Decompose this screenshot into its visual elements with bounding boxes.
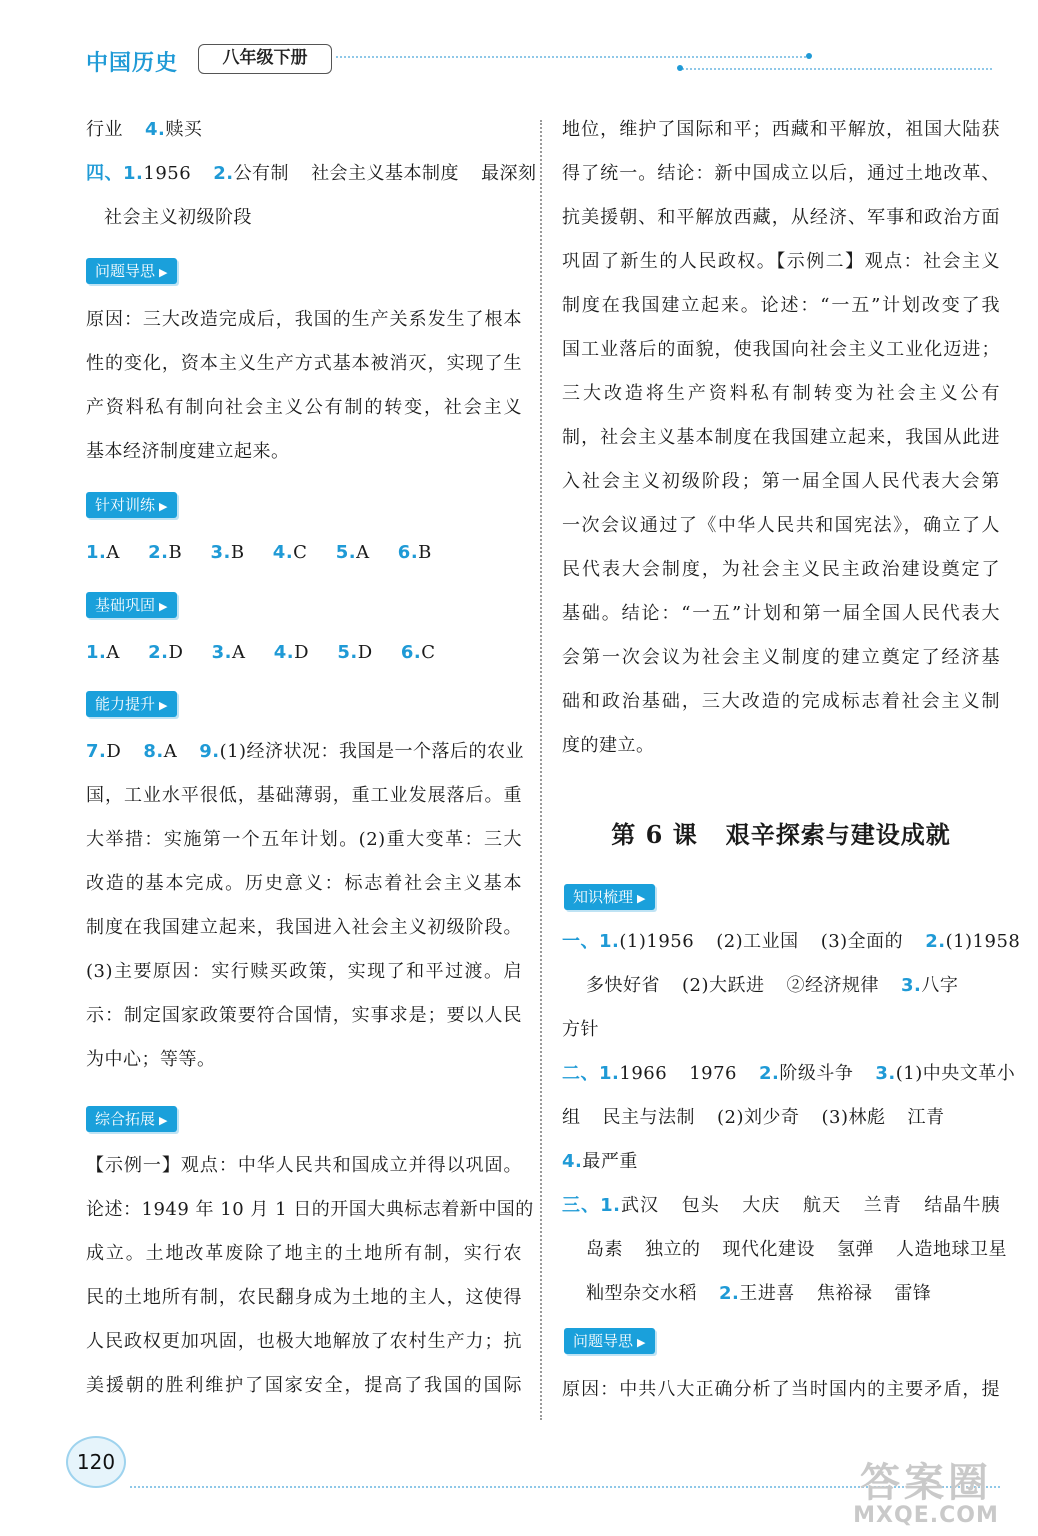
section-tag-zhenduixunlian: 针对训练 ▶ (86, 492, 177, 518)
header-dot-lower (677, 65, 683, 71)
header-divider (336, 56, 806, 58)
text-line: 抗美援朝、和平解放西藏，从经济、军事和政治方面 (562, 207, 1000, 228)
subject-title: 中国历史 (86, 51, 179, 76)
text-line: 人民政权更加巩固，也极大地解放了农村生产力；抗 (86, 1331, 522, 1352)
text-line: 4.最严重 (562, 1151, 638, 1172)
text-line: 四、1.1956 2.公有制 社会主义基本制度 最深刻 (86, 163, 537, 184)
play-triangle-icon: ▶ (159, 1114, 168, 1127)
column-divider (540, 120, 542, 1420)
text-line: 度的建立。 (562, 735, 655, 756)
text-line: 三、1.武汉 包头 大庆 航天 兰青 结晶牛胰 (562, 1195, 1001, 1216)
text-line: 二、1.1966 1976 2.阶级斗争 3.(1)中央文革小 (562, 1063, 1016, 1084)
lesson-title: 第 6 课 艰辛探索与建设成就 (611, 820, 951, 849)
text-line: 论述：1949 年 10 月 1 日的开国大典标志着新中国的 (86, 1199, 534, 1220)
text-line: 一、1.(1)1956 (2)工业国 (3)全面的 2.(1)1958 (562, 931, 1021, 952)
section-tag-wentidaosi-2: 问题导思 ▶ (564, 1328, 655, 1354)
text-line: 社会主义初级阶段 (104, 207, 252, 228)
text-line: (3)主要原因：实行赎买政策，实现了和平过渡。启 (86, 961, 522, 982)
text-line: 组 民主与法制 (2)刘少奇 (3)林彪 江青 (562, 1107, 945, 1128)
header-divider-lower (682, 68, 992, 70)
text-line: 基本经济制度建立起来。 (86, 441, 290, 462)
text-line: 三大改造将生产资料私有制转变为社会主义公有 (562, 383, 1000, 404)
text-line: 国工业落后的面貌，使我国向社会主义工业化迈进； (562, 339, 1000, 360)
section-tag-zhishishuli: 知识梳理 ▶ (564, 884, 655, 910)
text-line: 制，社会主义基本制度在我国建立起来，我国从此进 (562, 427, 1000, 448)
watermark-logo: 答案圈 MXQE.COM (853, 1460, 999, 1528)
text-line: 巩固了新生的人民政权。【示例二】观点：社会主义 (562, 251, 1000, 272)
text-line: 示：制定国家政策要符合国情，实事求是；要以人民 (86, 1005, 522, 1026)
section-tag-nenglitisheng: 能力提升 ▶ (86, 691, 177, 717)
section-tag-zonghetuozhan: 综合拓展 ▶ (86, 1106, 177, 1132)
text-line: 籼型杂交水稻 2.王进喜 焦裕禄 雷锋 (586, 1283, 932, 1304)
play-triangle-icon: ▶ (159, 699, 168, 712)
text-line: 方针 (562, 1019, 599, 1040)
section-tag-wentidaosi: 问题导思 ▶ (86, 258, 177, 284)
text-line: 一次会议通过了《中华人民共和国宪法》，确立了人 (562, 515, 1000, 536)
text-line: 产资料私有制向社会主义公有制的转变，社会主义 (86, 397, 522, 418)
text-line: 国，工业水平很低，基础薄弱，重工业发展落后。重 (86, 785, 522, 806)
play-triangle-icon: ▶ (159, 600, 168, 613)
text-line: 为中心；等等。 (86, 1049, 216, 1070)
page-number: 120 (66, 1436, 126, 1488)
text-line: 会第一次会议为社会主义制度的建立奠定了经济基 (562, 647, 1000, 668)
text-line: 民的土地所有制，农民翻身成为土地的主人，这使得 (86, 1287, 522, 1308)
text-line: 行业 4.赎买 (86, 119, 203, 140)
text-line: 制度在我国建立起来，我国进入社会主义初级阶段。 (86, 917, 522, 938)
play-triangle-icon: ▶ (637, 1336, 646, 1349)
text-line: 多快好省 (2)大跃进 ②经济规律 3.八字 (586, 975, 959, 996)
text-line: 础和政治基础，三大改造的完成标志着社会主义制 (562, 691, 1000, 712)
text-line: 民代表大会制度，为社会主义民主政治建设奠定了 (562, 559, 1000, 580)
text-line: 地位，维护了国际和平；西藏和平解放，祖国大陆获 (562, 119, 1000, 140)
answer-row-basic: 1.A 2.D 3.A 4.D 5.D 6.C (86, 642, 436, 663)
play-triangle-icon: ▶ (159, 266, 168, 279)
play-triangle-icon: ▶ (159, 500, 168, 513)
play-triangle-icon: ▶ (637, 892, 646, 905)
section-tag-jichugonggu: 基础巩固 ▶ (86, 592, 177, 618)
grade-label: 八年级下册 (198, 44, 332, 74)
header-dot (806, 53, 812, 59)
text-line: 得了统一。结论：新中国成立以后，通过土地改革、 (562, 163, 1000, 184)
text-line: 入社会主义初级阶段；第一届全国人民代表大会第 (562, 471, 1000, 492)
text-line: 改造的基本完成。历史意义：标志着社会主义基本 (86, 873, 522, 894)
text-line: 【示例一】观点：中华人民共和国成立并得以巩固。 (86, 1155, 522, 1176)
text-line: 美援朝的胜利维护了国家安全，提高了我国的国际 (86, 1375, 522, 1396)
answer-row-train: 1.A 2.B 3.B 4.C 5.A 6.B (86, 542, 432, 563)
text-line: 大举措：实施第一个五年计划。(2)重大变革：三大 (86, 829, 522, 850)
text-line: 7.D 8.A 9.(1)经济状况：我国是一个落后的农业 (86, 741, 525, 762)
text-line: 基础。结论：“一五”计划和第一届全国人民代表大 (562, 603, 1000, 624)
text-line: 成立。土地改革废除了地主的土地所有制，实行农 (86, 1243, 522, 1264)
text-line: 性的变化，资本主义生产方式基本被消灭，实现了生 (86, 353, 522, 374)
text-line: 原因：三大改造完成后，我国的生产关系发生了根本 (86, 309, 522, 330)
text-line: 岛素 独立的 现代化建设 氢弹 人造地球卫星 (586, 1239, 1007, 1260)
text-line: 原因：中共八大正确分析了当时国内的主要矛盾，提 (562, 1379, 1000, 1400)
text-line: 制度在我国建立起来。论述：“一五”计划改变了我 (562, 295, 1000, 316)
